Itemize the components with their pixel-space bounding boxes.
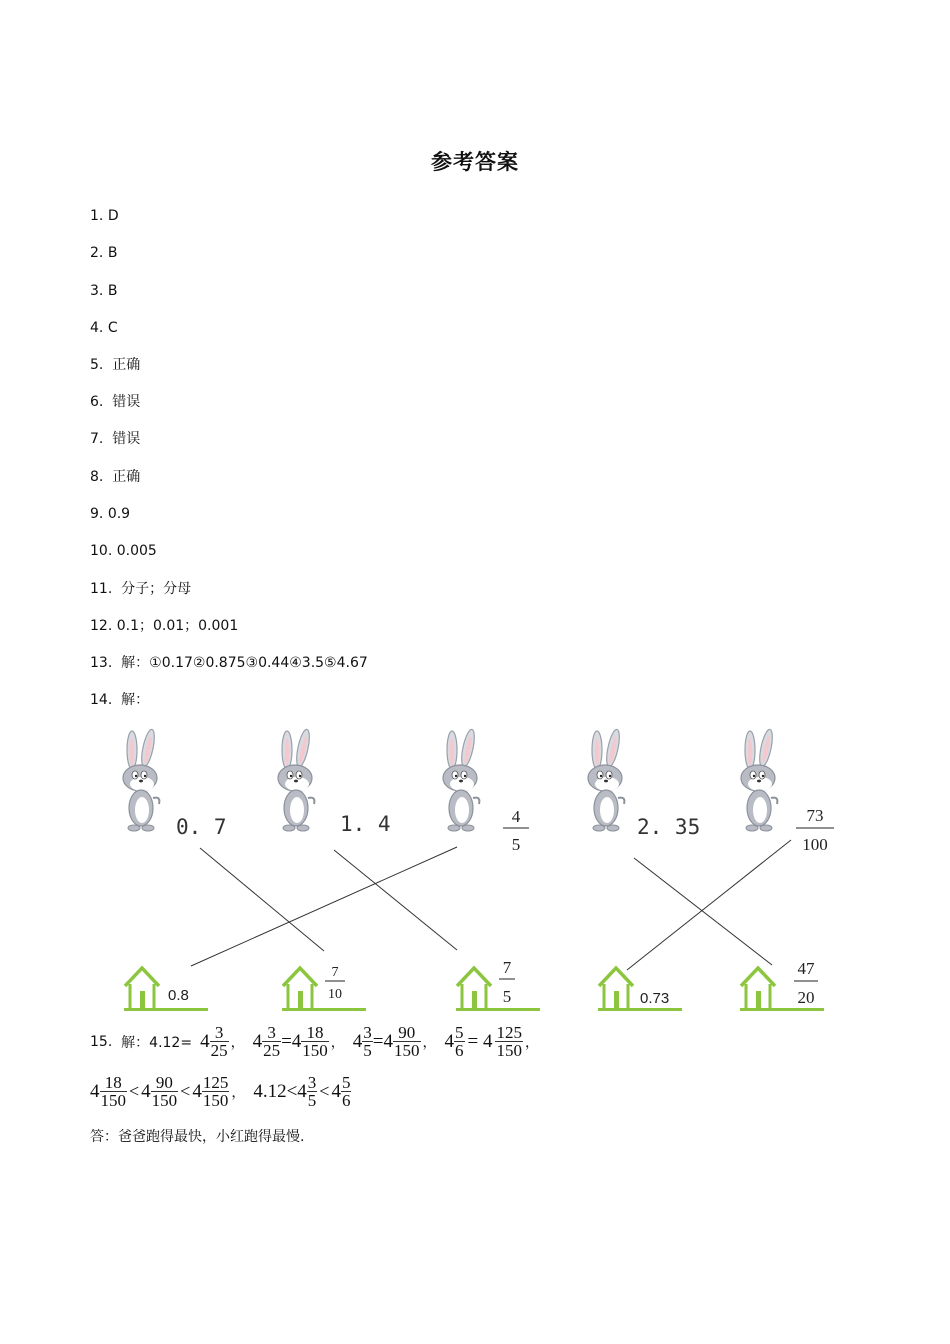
- house-label-5-den: 20: [797, 988, 815, 1007]
- house-2: [282, 968, 366, 1011]
- house-label-2-num: 7: [331, 965, 339, 980]
- answer-9: 9. 0.9: [90, 506, 131, 522]
- rabbit-3: [443, 728, 479, 831]
- fraction: $\frac{3}{25}$: [263, 1023, 281, 1060]
- rabbit-1: [123, 728, 159, 831]
- match-lines: [191, 840, 791, 970]
- answer-15-line-2: 4 $\frac{18}{150}$ < 4 $\frac{90}{150}$ < 4 $\frac{125}{150}$ ， 4.12<4 $\frac{3}{5}$ < 4 $\frac{5}{6}$: [90, 1073, 351, 1110]
- house-label-3-den: 5: [502, 987, 512, 1006]
- fraction: $\frac{18}{150}$: [100, 1073, 126, 1110]
- answer-12: 12. 0.1；0.01；0.001: [90, 618, 239, 634]
- answer-8: 8. 正确: [90, 469, 141, 485]
- fraction: $\frac{18}{150}$: [302, 1023, 328, 1060]
- page-title: 参考答案: [431, 150, 519, 174]
- house-1: [124, 968, 208, 1011]
- answer-10: 10. 0.005: [90, 543, 157, 559]
- house-label-3-num: 7: [502, 958, 512, 977]
- rabbit-label-4: 2. 35: [637, 815, 701, 839]
- house-label-5-num: 47: [797, 959, 815, 978]
- fraction: $\frac{5}{6}$: [455, 1023, 464, 1060]
- answer-3: 3. B: [90, 283, 118, 299]
- house-label-1: 0.8: [168, 987, 189, 1004]
- rabbit-label-5-den: 100: [802, 835, 828, 854]
- rabbit-2: [278, 728, 314, 831]
- fraction: $\frac{3}{5}$: [307, 1073, 317, 1110]
- answer-1: 1. D: [90, 208, 119, 224]
- fraction: $\frac{90}{150}$: [394, 1023, 420, 1060]
- answer-4: 4. C: [90, 320, 118, 336]
- house-label-2-den: 10: [328, 987, 342, 1002]
- fraction: $\frac{125}{150}$: [496, 1023, 522, 1060]
- answer-2: 2. B: [90, 245, 118, 261]
- rabbit-label-1: 0. 7: [176, 815, 227, 839]
- answer-13: 13. 解：①0.17②0.875③0.44④3.5⑤4.67: [90, 655, 368, 671]
- house-label-4: 0.73: [640, 990, 670, 1007]
- rabbit-label-3-den: 5: [511, 835, 521, 854]
- house-3: [456, 968, 540, 1011]
- answer-11: 11. 分子；分母: [90, 581, 192, 597]
- answer-7: 7. 错误: [90, 431, 141, 447]
- rabbit-5: [741, 728, 777, 831]
- rabbit-label-5-num: 73: [806, 806, 824, 825]
- fraction: $\frac{90}{150}$: [151, 1073, 178, 1110]
- fraction: $\frac{125}{150}$: [202, 1073, 229, 1110]
- matching-diagram: [110, 720, 850, 1020]
- rabbit-label-3-num: 4: [511, 807, 521, 826]
- rabbit-label-2: 1. 4: [340, 812, 391, 836]
- answer-15-line-1: 15. 解：4.12= 4 $\frac{3}{25}$ ， 4 $\frac{3}{25}$ =4 $\frac{18}{150}$ ， 4 $\frac{3}{5}$ =4 $\frac{90}{150}$ ， 4 $\frac{5}{6}$ = 4 $\frac{125}{150}$ ，: [90, 1023, 539, 1060]
- answer-6: 6. 错误: [90, 394, 141, 410]
- fraction: $\frac{5}{6}$: [341, 1073, 351, 1110]
- rabbit-4: [588, 728, 624, 831]
- conclusion: 答：爸爸跑得最快，小红跑得最慢.: [90, 1129, 305, 1145]
- fraction: $\frac{3}{25}$: [210, 1023, 228, 1060]
- answer-14: 14. 解：: [90, 692, 150, 708]
- fraction: $\frac{3}{5}$: [363, 1023, 372, 1060]
- answer-5: 5. 正确: [90, 357, 141, 373]
